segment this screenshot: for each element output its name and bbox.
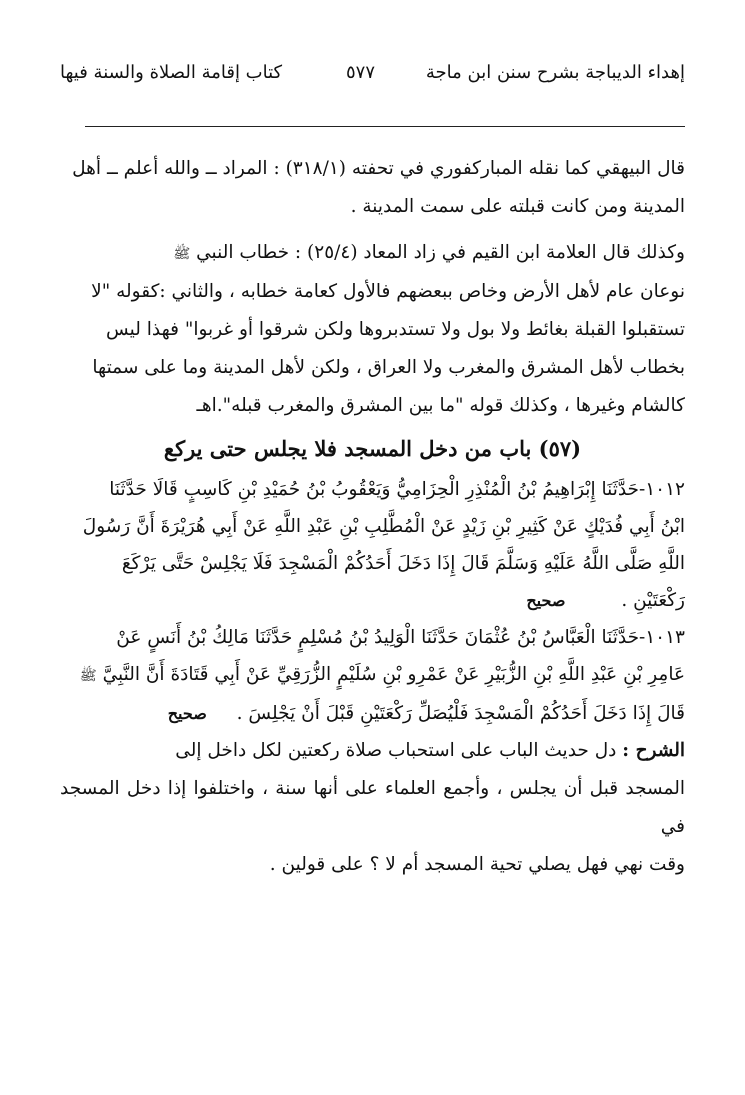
page-header <box>60 62 685 92</box>
sharh-label: الشرح : <box>622 740 685 761</box>
text-span: عَامِرِ بْنِ عَبْدِ اللَّهِ بْنِ الزُّبَيْرِ عَنْ عَمْرِو بْنِ سُلَيْمٍ الزُّرَقِيِّ عَنْ أَبِي قَتَادَةَ أَنَّ النَّبِيَّ <box>102 664 685 685</box>
hadith-grade: صحيح <box>167 704 207 723</box>
page-body <box>60 150 685 884</box>
text-line: بخطاب لأهل المشرق والمغرب ولا العراق ، ولكن لأهل المدينة وما على سمتها <box>92 357 685 378</box>
text-span: رَكْعَتَيْنِ . <box>621 590 685 611</box>
salawat-glyph: ﷺ <box>173 246 191 262</box>
text-line: نوعان عام لأهل الأرض وخاص ببعضهم فالأول كعامة خطابه ، والثاني :كقوله "لا <box>91 281 685 302</box>
text-span: دل حديث الباب على استحباب صلاة ركعتين لكل داخل إلى <box>175 740 617 761</box>
text-line: وقت نهي فهل يصلي تحية المسجد أم لا ؟ على قولين . <box>269 854 685 875</box>
text-line <box>60 732 685 770</box>
text-span: قَالَ إِذَا دَخَلَ أَحَدُكُمْ الْمَسْجِدَ فَلْيُصَلِّ رَكْعَتَيْنِ قَبْلَ أَنْ يَجْلِسَ . <box>236 703 685 724</box>
page-number: ٥٧٧ <box>345 62 375 83</box>
chapter-title: كتاب إقامة الصلاة والسنة فيها <box>60 62 283 83</box>
text-line: كالشام وغيرها ، وكذلك قوله "ما بين المشرق والمغرب قبله".اهـ <box>196 395 685 416</box>
hadith-line: ابْنُ أَبِي فُدَيْكٍ عَنْ كَثِيرِ بْنِ زَيْدٍ عَنْ الْمُطَّلِبِ بْنِ عَبْدِ اللَّهِ عَنْ أَبِي هُرَيْرَةَ أَنَّ رَسُولَ <box>82 516 685 537</box>
salawat-glyph: ﷺ <box>79 668 97 684</box>
hadith-line: ١٠١٣-حَدَّثَنَا الْعَبَّاسُ بْنُ عُثْمَانَ حَدَّثَنَا الْوَلِيدُ بْنُ مُسْلِمٍ حَدَّثَنَا مَالِكُ بْنُ أَنَسٍ عَنْ <box>116 627 685 648</box>
hadith-grade: صحيح <box>526 591 566 610</box>
header-divider <box>85 126 685 127</box>
text-line: تستقبلوا القبلة بغائط ولا بول ولا تستدبروها ولكن شرقوا أو غربوا" فهذا ليس <box>106 319 685 340</box>
book-title: إهداء الديباجة بشرح سنن ابن ماجة <box>425 62 685 83</box>
hadith-line <box>60 695 685 732</box>
text-line <box>60 234 685 273</box>
chapter-heading: (٥٧) باب من دخل المسجد فلا يجلس حتى يركع <box>163 436 582 461</box>
text-line: المسجد قبل أن يجلس ، وأجمع العلماء على أنها سنة ، واختلفوا إذا دخل المسجد في <box>60 778 685 837</box>
text-line: المدينة ومن كانت قبلته على سمت المدينة . <box>350 196 685 217</box>
hadith-line: ١٠١٢-حَدَّثَنَا إِبْرَاهِيمُ بْنُ الْمُنْذِرِ الْحِزَامِيُّ وَيَعْقُوبُ بْنُ حُمَيْدِ بْنِ كَاسِبٍ قَالَا حَدَّثَنَا <box>109 479 685 500</box>
text-span: وكذلك قال العلامة ابن القيم في زاد المعاد (٢٥/٤) : خطاب النبي <box>196 242 685 263</box>
text-line: قال البيهقي كما نقله المباركفوري في تحفته (٣١٨/١) : المراد ــ والله أعلم ــ أهل <box>72 158 685 179</box>
hadith-line: اللَّهِ صَلَّى اللَّهُ عَلَيْهِ وَسَلَّمَ قَالَ إِذَا دَخَلَ أَحَدُكُمْ الْمَسْجِدَ فَلَا يَجْلِسْ حَتَّى يَرْكَعَ <box>121 553 685 574</box>
hadith-line <box>60 582 685 619</box>
hadith-line <box>60 656 685 695</box>
